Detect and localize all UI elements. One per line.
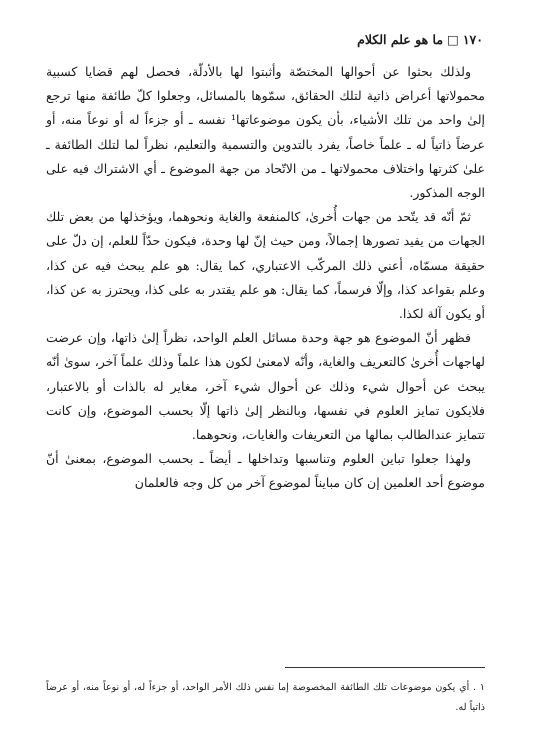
paragraph-1: ولذلك بحثوا عن أحوالها المختصّة وأثبتوا لها بالأدلّة، فحصل لهم قضايا كسبية محمولاتها أعراض ذاتية لتلك الحقائق، سمّوها بالمسائل، وجعلوا كلّ طائفة منها ترجع إلىٰ واحد من تلك الأشياء، بأن يكون موضوعاتها¹ نفسه ـ أو جزءاً له أو نوعاً منه، أو عرضاً ذاتياً له ـ علماً خاصاً، يفرد بالتدوين والتسمية والتعليم، نظراً لما لتلك الطائفة ـ علىٰ كثرتها واختلاف محمولاتها ـ من الاتّحاد من جهة الموضوع ـ أي الاشتراك فيه على الوجه المذكور. [46, 64, 485, 201]
footnote-divider [285, 667, 485, 668]
body-text [46, 60, 485, 496]
page-header [48, 32, 483, 47]
running-title: ما هو علم الكلام [357, 32, 444, 47]
header-separator: □ [447, 32, 459, 47]
paragraph-3: فظهر أنّ الموضوع هو جهة وحدة مسائل العلم الواحد، نظراً إلىٰ ذاتها، وإن عرضت لهاجهات أُخرىٰ كالتعريف والغاية، وأنّه لامعنىٰ لكون هذا علماً وذلك علماً آخر، سوىٰ أنّه يبحث عن أحوال شيء وذلك عن أحوال شيء آخر، مغاير له بالذات أو بالاعتبار، فلايكون تمايز العلوم في نفسها، وبالنظر إلىٰ ذاتها إلّا بحسب الموضوع، وإن كانت تتمايز عندالطالب بمالها من التعريفات والغايات، ونحوهما. [46, 330, 485, 443]
paragraph-2: ثمّ أنّه قد يتّحد من جهات أُخرىٰ، كالمنفعة والغاية ونحوهما، ويؤخذلها من بعض تلك الجهات من يفيد تصورها إجمالاً، ومن حيث إنّ لها وحدة، فيكون حدّاً للعلم، إن دلّ على حقيقة مسمّاه، أعني ذلك المركّب الاعتباري، كما يقال: هو علم يبحث فيه عن كذا، وعلم بقواعد كذا، وإلّا فرسماً، كما يقال: هو علم يقتدر به على كذا، ويحترز به عن كذا، أو يكون آلة لكذا. [46, 209, 485, 322]
paragraph-4: ولهذا جعلوا تباين العلوم وتناسبها وتداخلها ـ أيضاً ـ بحسب الموضوع، بمعنىٰ أنّ موضوع أحد العلمين إن كان مبايناً لموضوع آخر من كل وجه فالعلمان [46, 451, 485, 491]
footnote: ١ . أي يكون موضوعات تلك الطائفة المخصوصة إما نفس ذلك الأمر الواحد، أو جزءاً له، أو نوعاً منه، أو عرضاً ذاتياً له. [46, 682, 485, 713]
page-number: ١٧٠ [462, 32, 483, 47]
